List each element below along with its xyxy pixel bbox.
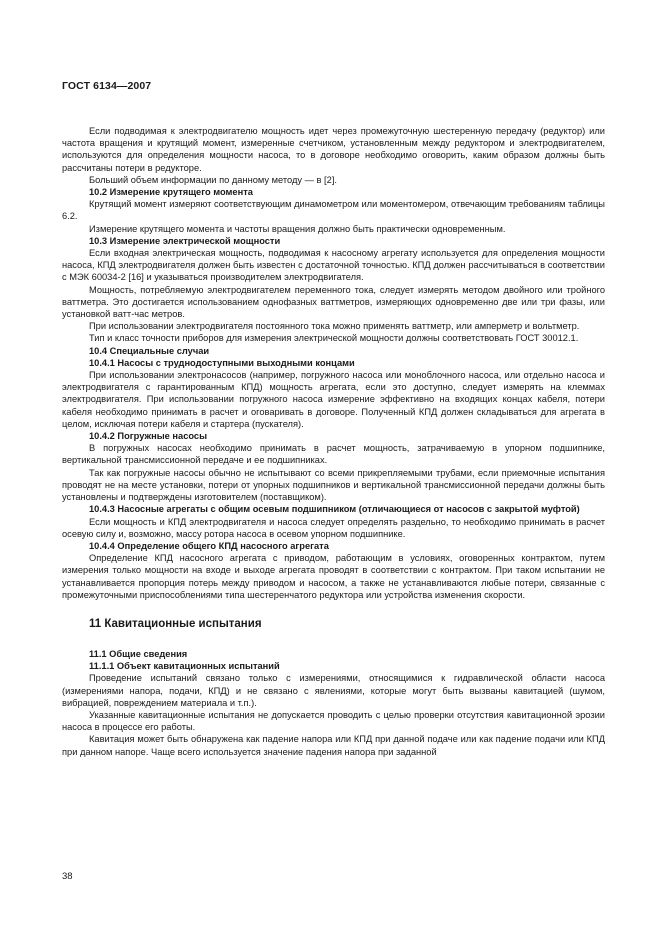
section-title: 11 Кавитационные испытания [89, 617, 262, 630]
paragraph: Тип и класс точности приборов для измерения электрической мощности должны соответствовать ГОСТ 30012.1. [89, 333, 579, 344]
paragraph: Измерение крутящего момента и частоты вращения должно быть практически одновременным. [89, 223, 506, 234]
document-header: ГОСТ 6134—2007 [62, 80, 152, 92]
paragraph: Указанные кавитационные испытания не допускается проводить с целью проверки отсутствия кавитационной эрозии насоса в процессе его работы. [62, 709, 605, 733]
subsection-heading: 10.4 Специальные случаи [89, 345, 210, 356]
paragraph: Определение КПД насосного агрегата с приводом, работающим в условиях, оговоренных контрактом, путем измерения только мощности на входе и выходе агрегата проводят в соответствии с контрактом. При таком испытании не устанавливается пропорция потерь между приводом и насосом, а также не устанавливаются любые потери, связанные с промежуточными приспособлениями типа шестеренчатого редуктора или устройства изменения скорости. [62, 553, 605, 600]
paragraph: В погружных насосах необходимо принимать в расчет мощность, затрачиваемую в упорном подшипнике, вертикальной трансмиссионной передаче и ее подшипниках. [62, 443, 605, 466]
paragraph: Мощность, потребляемую электродвигателем переменного тока, следует измерять методом двойного или тройного ваттметра. Это достигается использованием однофазных ваттметров, измеряющих одновременно две или три фазы, или установкой ватт-час метров. [62, 284, 605, 320]
paragraph: Больший объем информации по данному методу — в [2]. [89, 174, 337, 185]
paragraph: Кавитация может быть обнаружена как падение напора или КПД при данной подаче или как падение подачи или КПД при данном напоре. Чаще всего используется значение падения напора при заданной [62, 734, 605, 757]
subsection-heading: 10.2 Измерение крутящего момента [89, 187, 253, 198]
paragraph: Крутящий момент измеряют соответствующим динамометром или моментомером, отвечающим требованиям таблицы 6.2. [62, 199, 605, 222]
document-body [62, 125, 605, 758]
subsection-heading: 10.4.3 Насосные агрегаты с общим осевым подшипником (отличающиеся от насосов с закрытой муфтой) [89, 504, 580, 515]
paragraph: Проведение испытаний связано только с измерениями, относящимися к гидравлической области насоса (измерениями напора, подачи, КПД) и не связано с явлениями, которые могут быть вызваны кавитацией (шумом, вибрацией, повреждением материала и т.п.). [62, 673, 605, 708]
subsection-heading: 11.1 Общие сведения [89, 648, 188, 659]
subsection-heading: 10.3 Измерение электрической мощности [89, 235, 281, 246]
paragraph: При использовании электродвигателя постоянного тока можно применять ваттметр, или амперметр и вольтметр. [89, 321, 580, 332]
subsection-heading: 10.4.4 Определение общего КПД насосного агрегата [89, 540, 329, 551]
paragraph: Если подводимая к электродвигателю мощность идет через промежуточную шестеренную передачу (редуктор) или частота вращения и крутящий момент, измеренные счетчиком, установленным между редуктором и электродвигателем, используются для определения мощности насоса, то в договоре необходимо оговорить, каким образом должны быть рассчитаны потери в редукторе. [62, 126, 605, 173]
paragraph: Если входная электрическая мощность, подводимая к насосному агрегату используется для определения мощности насоса, КПД электродвигателя должен быть известен с достаточной точностью. КПД должен рассчитываться в соответствии с МЭК 60034-2 [16] и указываться производителем электродвигателя. [62, 248, 605, 283]
paragraph: Так как погружные насосы обычно не испытывают со всеми прикрепляемыми трубами, если приемочные испытания проводят не на месте установки, потери от упорных подшипников и вертикальной трансмиссионной передачи должны быть установлены и подтверждены изготовителем (поставщиком). [62, 467, 605, 503]
paragraph: При использовании электронасосов (например, погружного насоса или моноблочного насоса, или отдельно насоса и электродвигателя с гарантированным КПД) мощность агрегата, если это доступно, следует измерять на клеммах электродвигателя. При использовании погружного насоса измерение эффективно на входящих концах кабеля, потери кабеля необходимо принимать в расчет и оговаривать в договоре. Полученный КПД должен складываться для агрегата в целом, исключая потери кабеля и стартера (пускателя). [62, 370, 605, 429]
subsection-heading: 11.1.1 Объект кавитационных испытаний [89, 661, 280, 672]
subsection-heading: 10.4.1 Насосы с труднодоступными выходными концами [89, 357, 355, 368]
page-number: 38 [62, 871, 73, 882]
paragraph: Если мощность и КПД электродвигателя и насоса следует определять раздельно, то необходимо принимать в расчет осевую силу и, возможно, массу ротора насоса в осевом упорном подшипнике. [62, 516, 605, 539]
subsection-heading: 10.4.2 Погружные насосы [89, 431, 208, 442]
